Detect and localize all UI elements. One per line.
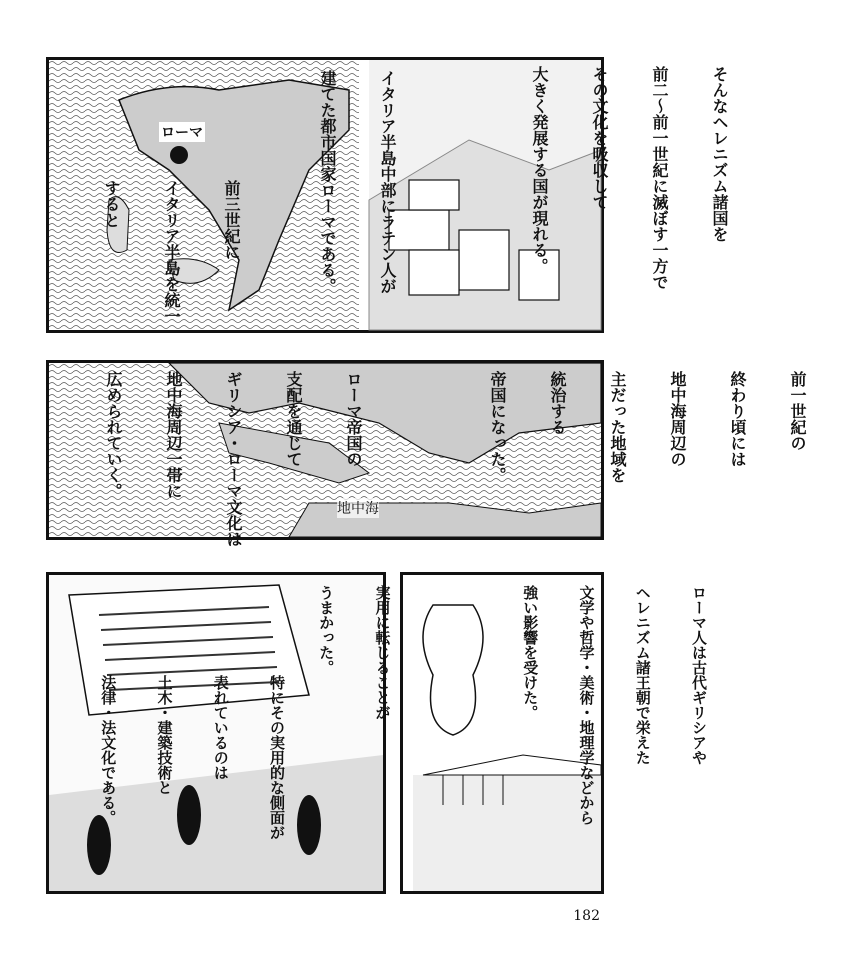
panel3-bottom-narration bbox=[61, 675, 324, 840]
narration-line: 主だった地域を bbox=[608, 371, 627, 483]
narration-line: 広められていく。 bbox=[104, 371, 123, 499]
narration-line: そんなヘレニズム諸国を bbox=[710, 66, 729, 242]
sea-label: 地中海 bbox=[337, 498, 379, 518]
narration-line: 表れているのは bbox=[211, 675, 230, 780]
narration-line: 前三世紀に bbox=[222, 180, 241, 260]
rome-label: ローマ bbox=[159, 122, 205, 142]
narration-line: 終わり頃には bbox=[728, 371, 747, 467]
panel1-left2-narration bbox=[61, 180, 281, 324]
narration-line: イタリア半島中部にラテン人が bbox=[378, 70, 397, 294]
narration-line: 建てた都市国家ローマである。 bbox=[318, 70, 337, 294]
panel2-right-narration bbox=[447, 371, 847, 483]
panel-italy-map bbox=[46, 57, 729, 333]
panel-scroll-workers bbox=[46, 572, 392, 894]
narration-line: 大きく発展する国が現れる。 bbox=[530, 66, 549, 274]
narration-line: ギリシア・ローマ文化は bbox=[224, 371, 243, 547]
narration-line: ローマ人は古代ギリシアや bbox=[690, 585, 708, 765]
panel-greek-influence bbox=[400, 572, 708, 894]
narration-line: 強い影響を受けた。 bbox=[521, 585, 540, 720]
narration-line: 文学や哲学・美術・地理学などから bbox=[577, 585, 596, 825]
rome-marker bbox=[170, 146, 188, 164]
narration-line: その文化を吸収して bbox=[590, 66, 609, 210]
panel1-left-narration bbox=[277, 70, 437, 294]
narration-line: ローマ帝国の bbox=[344, 371, 363, 467]
narration-line: 土木・建築技術と bbox=[155, 675, 174, 795]
panel-mediterranean-map bbox=[46, 360, 807, 547]
narration-line: 実用に転じることが bbox=[373, 585, 392, 720]
narration-line: うまかった。 bbox=[317, 585, 336, 675]
narration-line: イタリア半島を統一 bbox=[162, 180, 181, 324]
narration-line: 地中海周辺一帯に bbox=[164, 371, 183, 499]
narration-line: 統治する bbox=[548, 371, 567, 435]
narration-line: 帝国になった。 bbox=[488, 371, 507, 483]
narration-line: 特にその実用的な側面が bbox=[268, 675, 286, 840]
page-number: 182 bbox=[573, 908, 600, 924]
narration-line: すると bbox=[102, 180, 121, 228]
narration-line: ヘレニズム諸王朝で栄えた bbox=[633, 585, 652, 765]
narration-line: 地中海周辺の bbox=[668, 371, 687, 467]
narration-line: 支配を通じて bbox=[284, 371, 303, 467]
panel1-right-narration bbox=[489, 66, 769, 290]
panel4-narration bbox=[483, 585, 746, 825]
panel2-left-narration bbox=[63, 371, 403, 547]
narration-line: 前二〜前一世紀に滅ぼす一方で bbox=[650, 66, 669, 290]
narration-line: 法律・法文化である。 bbox=[99, 675, 118, 825]
narration-line: 前一世紀の bbox=[788, 371, 807, 451]
